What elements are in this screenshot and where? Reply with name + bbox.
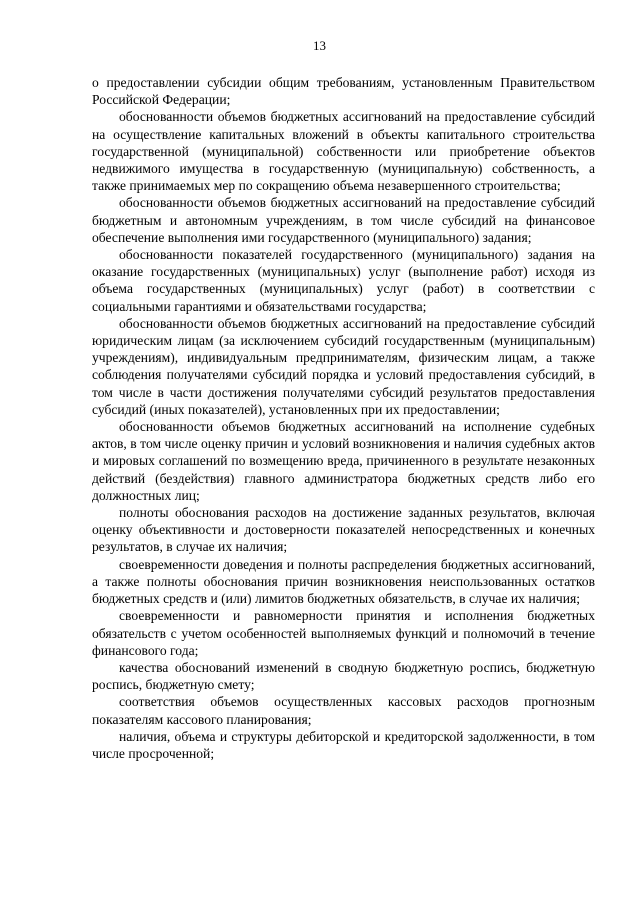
paragraph: наличия, объема и структуры дебиторской и кредиторской задолженности, в том числе просроченной; bbox=[92, 728, 595, 761]
paragraph: качества обоснований изменений в сводную бюджетную роспись, бюджетную роспись, бюджетную смету; bbox=[92, 659, 595, 693]
paragraph: соответствия объемов осуществленных кассовых расходов прогнозным показателям кассового планирования; bbox=[92, 694, 595, 727]
paragraph: обоснованности показателей государственного (муниципального) задания на оказание государственных (муниципальных) услуг (выполнение работ) исходя из объема государственных (муниципальных) услуг (работ) в соответствии с социальными гарантиями и обязательствами государства; bbox=[92, 247, 595, 314]
body-text bbox=[92, 74, 595, 762]
paragraph: обоснованности объемов бюджетных ассигнований на предоставление субсидий на осуществление капитальных вложений в объекты капитального строительства государственной (муниципальной) собственности или приобретение объектов недвижимого имущества в государственную (муниципальную) собственность, а также принимаемых мер по сокращению объема незавершенного строительства; bbox=[92, 109, 595, 194]
paragraph: своевременности доведения и полноты распределения бюджетных ассигнований, а также полноты обоснования причин возникновения неиспользованных остатков бюджетных средств и (или) лимитов бюджетных обязательств, в случае их наличия; bbox=[92, 556, 595, 607]
paragraph: обоснованности объемов бюджетных ассигнований на исполнение судебных актов, в том числе оценку причин и условий возникновения и наличия судебных актов и мировых соглашений по возмещению вреда, причиненного в результате незаконных действий (бездействия) главного администратора бюджетных средств либо его должностных лиц; bbox=[92, 419, 595, 503]
paragraph: обоснованности объемов бюджетных ассигнований на предоставление субсидий бюджетным и автономным учреждениям, в том числе субсидий на финансовое обеспечение выполнения ими государственного (муниципального) задания; bbox=[92, 195, 595, 245]
paragraph: полноты обоснования расходов на достижение заданных результатов, включая оценку объективности и достоверности показателей непосредственных и конечных результатов, в случае их наличия; bbox=[92, 505, 595, 555]
paragraph: о предоставлении субсидии общим требованиям, установленным Правительством Российской Федерации; bbox=[92, 75, 595, 108]
page-number: 13 bbox=[313, 38, 326, 53]
paragraph: своевременности и равномерности принятия и исполнения бюджетных обязательств с учетом особенностей выполняемых функций и полномочий в течение финансового года; bbox=[92, 608, 595, 658]
paragraph: обоснованности объемов бюджетных ассигнований на предоставление субсидий юридическим лицам (за исключением субсидий государственным (муниципальным) учреждениям), индивидуальным предпринимателям, физическим лицам, а также соблюдения получателями субсидий порядка и условий предоставления субсидий, в том числе в части достижения получателями субсидий результатов предоставления субсидий (иных показателей), установленных при их предоставлении; bbox=[92, 315, 595, 417]
